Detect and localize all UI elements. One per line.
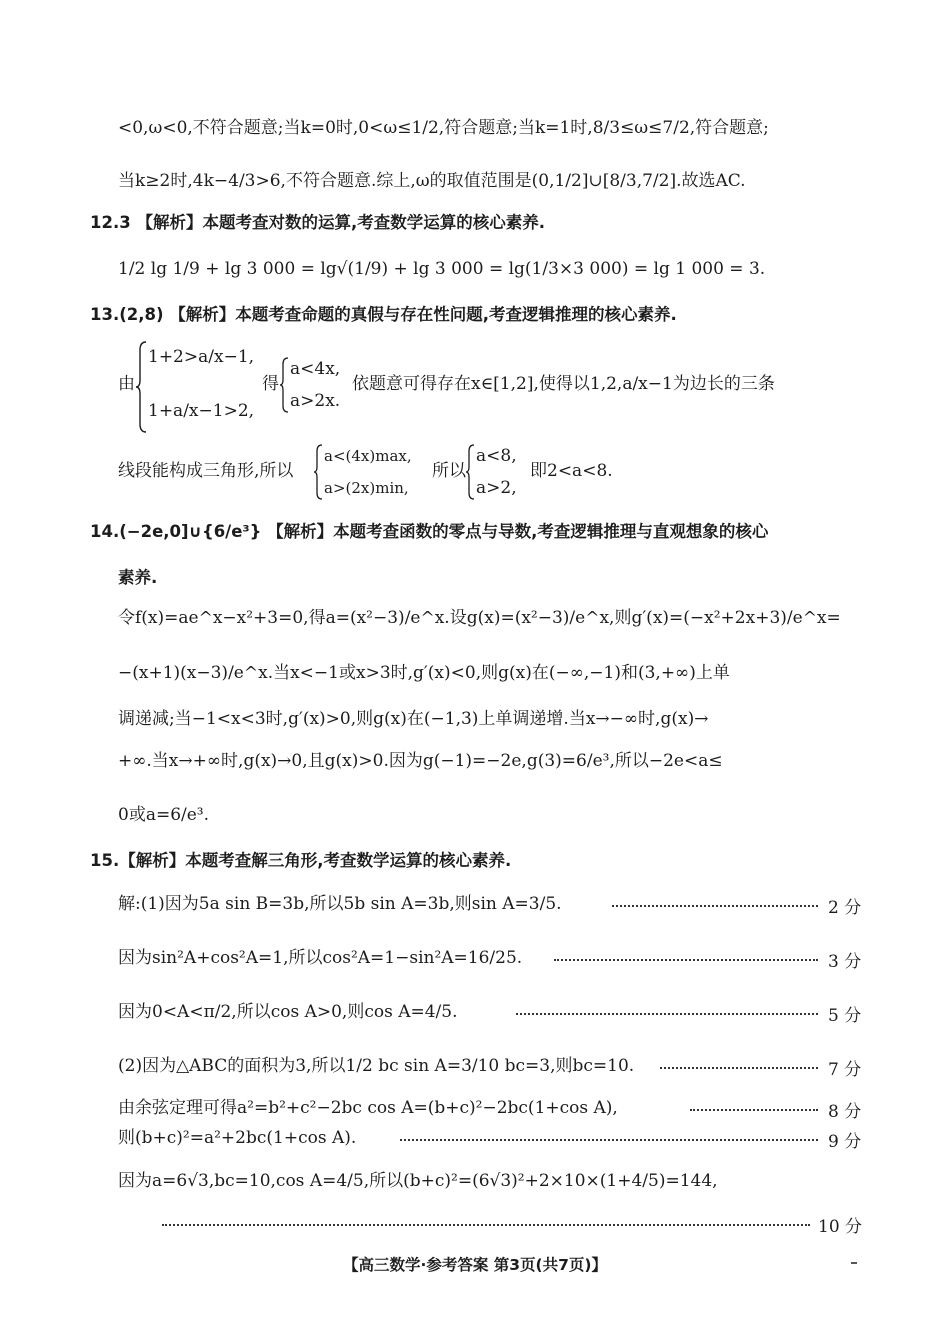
text-line: 依题意可得存在x∈[1,2],使得以1,2,a/x−1为边长的三条 (352, 374, 775, 394)
left-brace-icon (136, 340, 148, 434)
question-13-heading: 13.(2,8) 【解析】本题考查命题的真假与存在性问题,考查逻辑推理的核心素养. (90, 305, 677, 324)
system-line: a>(2x)min, (324, 479, 409, 497)
system-line: a>2, (476, 478, 517, 498)
system-line: a>2x. (290, 391, 341, 411)
corner-mark (851, 1262, 857, 1264)
score-label: 3 分 (828, 952, 862, 972)
text-fragment: 线段能构成三角形,所以 (118, 461, 294, 481)
solution-step: 因为sin²A+cos²A=1,所以cos²A=1−sin²A=16/25. (118, 948, 523, 968)
text-line: 0或a=6/e³. (118, 805, 210, 825)
dotted-leader (612, 905, 818, 907)
score-label: 7 分 (828, 1060, 862, 1080)
dotted-leader (516, 1013, 818, 1015)
question-12-heading: 12.3 【解析】本题考查对数的运算,考查数学运算的核心素养. (90, 213, 545, 232)
dotted-leader (554, 959, 818, 961)
system-line: a<4x, (290, 359, 341, 379)
score-label: 9 分 (828, 1132, 862, 1152)
dotted-leader (400, 1139, 818, 1141)
score-label: 2 分 (828, 898, 862, 918)
text-line: <0,ω<0,不符合题意;当k=0时,0<ω≤1/2,符合题意;当k=1时,8/3≤ω≤7/2,符合题意; (118, 118, 769, 138)
left-brace-icon (280, 356, 290, 414)
text-line: 1/2 lg 1/9 + lg 3 000 = lg√(1/9) + lg 3 000 = lg(1/3×3 000) = lg 1 000 = 3. (118, 259, 766, 279)
solution-step: 由余弦定理可得a²=b²+c²−2bc cos A=(b+c)²−2bc(1+cos A), (118, 1098, 618, 1118)
solution-step: 则(b+c)²=a²+2bc(1+cos A). (118, 1128, 357, 1148)
question-14-heading-cont: 素养. (118, 568, 158, 587)
question-15-heading: 15.【解析】本题考查解三角形,考查数学运算的核心素养. (90, 851, 512, 870)
score-label: 8 分 (828, 1102, 862, 1122)
system-line: a<(4x)max, (324, 447, 412, 465)
dotted-leader (162, 1224, 810, 1226)
left-brace-icon (466, 443, 476, 501)
system-line: a<8, (476, 446, 517, 466)
text-fragment: 即2<a<8. (530, 461, 613, 481)
score-label: 5 分 (828, 1006, 862, 1026)
solution-step: 解:(1)因为5a sin B=3b,所以5b sin A=3b,则sin A=3/5. (118, 894, 562, 914)
solution-step: 因为a=6√3,bc=10,cos A=4/5,所以(b+c)²=(6√3)²+2×10×(1+4/5)=144, (118, 1171, 718, 1191)
text-line: 令f(x)=ae^x−x²+3=0,得a=(x²−3)/e^x.设g(x)=(x²−3)/e^x,则g′(x)=(−x²+2x+3)/e^x= (118, 608, 841, 628)
text-fragment: 得 (262, 374, 279, 394)
question-14-heading: 14.(−2e,0]∪{6/e³} 【解析】本题考查函数的零点与导数,考查逻辑推理与直观想象的核心 (90, 522, 769, 541)
page-footer: 【高三数学·参考答案 第3页(共7页)】 (342, 1256, 608, 1274)
text-fragment: 由 (118, 374, 135, 394)
solution-step: (2)因为△ABC的面积为3,所以1/2 bc sin A=3/10 bc=3,则bc=10. (118, 1056, 635, 1076)
text-line: 当k≥2时,4k−4/3>6,不符合题意.综上,ω的取值范围是(0,1/2]∪[8/3,7/2].故选AC. (118, 171, 746, 191)
left-brace-icon (314, 443, 324, 501)
text-fragment: 所以 (432, 461, 466, 481)
dotted-leader (690, 1109, 818, 1111)
system-line: 1+2>a/x−1, (148, 347, 255, 367)
dotted-leader (660, 1067, 818, 1069)
text-line: +∞.当x→+∞时,g(x)→0,且g(x)>0.因为g(−1)=−2e,g(3)=6/e³,所以−2e<a≤ (118, 751, 723, 771)
system-line: 1+a/x−1>2, (148, 401, 255, 421)
text-line: 调递减;当−1<x<3时,g′(x)>0,则g(x)在(−1,3)上单调递增.当x→−∞时,g(x)→ (118, 709, 709, 729)
text-line: −(x+1)(x−3)/e^x.当x<−1或x>3时,g′(x)<0,则g(x)在(−∞,−1)和(3,+∞)上单 (118, 663, 730, 683)
solution-step: 因为0<A<π/2,所以cos A>0,则cos A=4/5. (118, 1002, 458, 1022)
score-label: 10 分 (818, 1217, 863, 1237)
